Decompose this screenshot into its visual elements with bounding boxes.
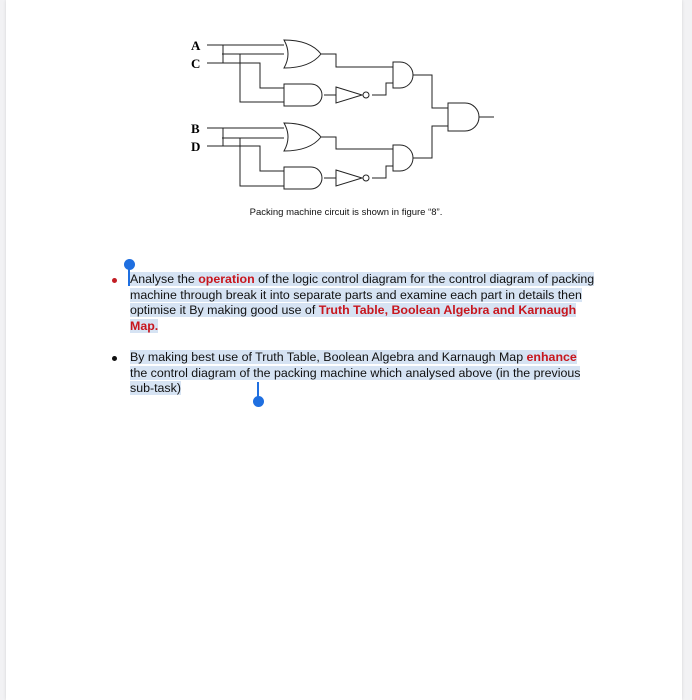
bullet-marker (112, 278, 117, 283)
and-gate-lower-right (393, 145, 413, 171)
or-gate-upper (284, 40, 321, 68)
not-gate-lower (336, 170, 362, 186)
highlighted-term: Truth Table, Boolean Algebra and Karnaugh Map. (130, 303, 577, 333)
figure-caption: Packing machine circuit is shown in figure “8”. (249, 207, 443, 218)
selected-text[interactable] (130, 272, 594, 333)
or-gate-lower (284, 123, 321, 151)
text-run: the control diagram of the packing machine which analysed above (in the previous sub-task) (130, 365, 581, 396)
task-item-1[interactable] (130, 272, 596, 334)
highlighted-term: enhance (526, 350, 577, 364)
not-bubble-lower (363, 175, 369, 181)
selection-end-handle[interactable] (253, 396, 264, 407)
and-gate-output (448, 103, 479, 131)
selection-start-caret (128, 266, 130, 286)
text-run: Analyse the (130, 272, 199, 286)
bullet-marker (112, 356, 117, 361)
and-gate-lower (284, 167, 322, 189)
input-label-c: C (191, 56, 201, 71)
text-run: By making best use of Truth Table, Boolean Algebra and Karnaugh Map (130, 350, 527, 364)
and-gate-upper-right (393, 62, 413, 88)
input-label-d: D (191, 139, 201, 154)
selected-text[interactable] (130, 350, 580, 395)
text-run: of the logic control diagram for the control diagram of packing machine through break it into separate parts and examine each part in details then optimise it By making good use of (130, 272, 595, 318)
not-gate-upper (336, 87, 362, 103)
input-label-a: A (191, 38, 201, 53)
task-item-2[interactable] (130, 350, 596, 397)
highlighted-term: operation (198, 272, 255, 286)
not-bubble-upper (363, 92, 369, 98)
and-gate-upper (284, 84, 322, 106)
input-label-b: B (191, 121, 200, 136)
